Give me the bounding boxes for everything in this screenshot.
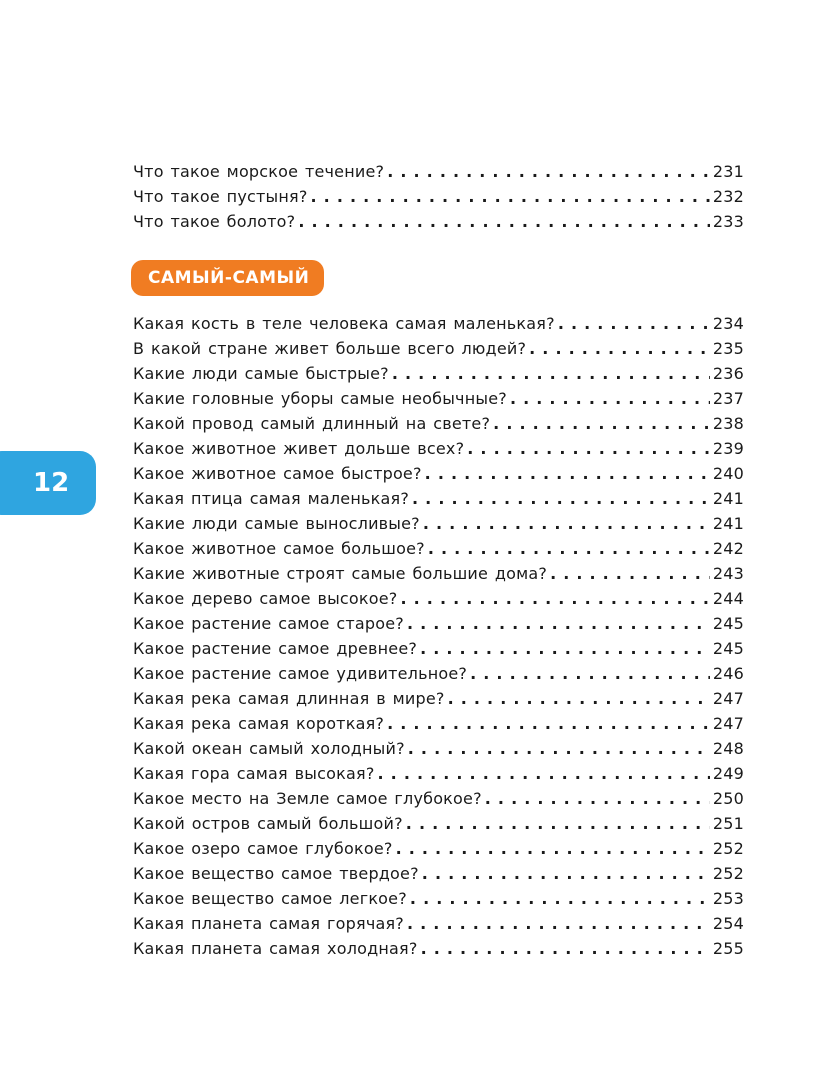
toc-entry[interactable]	[133, 486, 744, 511]
toc-entry-page: 245	[712, 639, 744, 658]
toc-entry-page: 247	[712, 689, 744, 708]
section-heading-badge: САМЫЙ-САМЫЙ	[131, 260, 324, 296]
toc-leader-dots	[420, 636, 710, 661]
toc-leader-dots	[485, 786, 710, 811]
toc-entry-page: 253	[712, 889, 744, 908]
toc-leader-dots	[387, 711, 710, 736]
toc-entry[interactable]	[133, 886, 744, 911]
toc-entry-title: Какая планета самая горячая?	[133, 914, 404, 933]
toc-entry-page: 241	[712, 514, 744, 533]
toc-leader-dots	[396, 836, 710, 861]
toc-entry[interactable]	[133, 336, 744, 361]
toc-leader-dots	[529, 336, 710, 361]
toc-leader-dots	[423, 511, 710, 536]
toc-entry-page: 235	[712, 339, 744, 358]
toc-entry[interactable]	[133, 436, 744, 461]
toc-entry-page: 252	[712, 839, 744, 858]
toc-entry[interactable]	[133, 361, 744, 386]
toc-entry-title: Какая река самая короткая?	[133, 714, 385, 733]
toc-entry-title: Какое животное самое большое?	[133, 539, 425, 558]
toc-leader-dots	[407, 911, 710, 936]
toc-entry-page: 233	[712, 212, 744, 231]
toc-leader-dots	[401, 586, 710, 611]
toc-entry-title: В какой стране живет больше всего людей?	[133, 339, 527, 358]
toc-entry[interactable]	[133, 159, 744, 184]
toc-entry-page: 255	[712, 939, 744, 958]
toc-entry-title: Какое дерево самое высокое?	[133, 589, 398, 608]
toc-leader-dots	[378, 761, 710, 786]
toc-leader-dots	[408, 736, 710, 761]
toc-entry-page: 231	[712, 162, 744, 181]
toc-entry-page: 240	[712, 464, 744, 483]
toc-entry-page: 238	[712, 414, 744, 433]
toc-entry-page: 243	[712, 564, 744, 583]
toc-entry-title: Какое озеро самое глубокое?	[133, 839, 393, 858]
toc-leader-dots	[425, 461, 710, 486]
toc-entry-title: Какое место на Земле самое глубокое?	[133, 789, 482, 808]
toc-leader-dots	[493, 411, 710, 436]
toc-leader-dots	[470, 661, 710, 686]
toc-entry-title: Какие люди самые выносливые?	[133, 514, 420, 533]
toc-entry-title: Что такое морское течение?	[133, 162, 385, 181]
toc-entry-title: Какие головные уборы самые необычные?	[133, 389, 507, 408]
toc-entry-page: 237	[712, 389, 744, 408]
toc-entry-title: Какое вещество самое легкое?	[133, 889, 407, 908]
toc-entry-title: Какая река самая длинная в мире?	[133, 689, 445, 708]
toc-entry-page: 250	[712, 789, 744, 808]
toc-entry-page: 244	[712, 589, 744, 608]
toc-leader-dots	[412, 486, 710, 511]
toc-entry-page: 247	[712, 714, 744, 733]
toc-entry[interactable]	[133, 686, 744, 711]
toc-leader-dots	[550, 561, 710, 586]
toc-leader-dots	[428, 536, 710, 561]
toc-entry-page: 248	[712, 739, 744, 758]
toc-entry-page: 236	[712, 364, 744, 383]
toc-entry-title: Какая кость в теле человека самая маленькая?	[133, 314, 555, 333]
toc-leader-dots	[392, 361, 710, 386]
toc-top-list	[133, 159, 744, 234]
toc-entry[interactable]	[133, 611, 744, 636]
toc-leader-dots	[467, 436, 710, 461]
toc-entry[interactable]	[133, 461, 744, 486]
toc-entry-page: 252	[712, 864, 744, 883]
toc-entry-page: 245	[712, 614, 744, 633]
toc-entry-title: Какая планета самая холодная?	[133, 939, 418, 958]
toc-entry-page: 246	[712, 664, 744, 683]
toc-entry[interactable]	[133, 911, 744, 936]
toc-leader-dots	[406, 811, 710, 836]
toc-entry[interactable]	[133, 209, 744, 234]
toc-entry-page: 251	[712, 814, 744, 833]
toc-entry[interactable]	[133, 536, 744, 561]
toc-entry[interactable]	[133, 786, 744, 811]
toc-entry[interactable]	[133, 511, 744, 536]
toc-entry[interactable]	[133, 386, 744, 411]
toc-entry-title: Какой океан самый холодный?	[133, 739, 405, 758]
toc-entry-page: 234	[712, 314, 744, 333]
toc-leader-dots	[311, 184, 710, 209]
toc-entry-title: Какие люди самые быстрые?	[133, 364, 389, 383]
toc-entry[interactable]	[133, 711, 744, 736]
toc-entry[interactable]	[133, 636, 744, 661]
toc-entry-title: Какое животное живет дольше всех?	[133, 439, 465, 458]
toc-entry[interactable]	[133, 586, 744, 611]
toc-leader-dots	[410, 886, 710, 911]
toc-entry-title: Какое растение самое древнее?	[133, 639, 418, 658]
toc-entry-title: Какой провод самый длинный на свете?	[133, 414, 491, 433]
toc-leader-dots	[298, 209, 710, 234]
toc-entry[interactable]	[133, 661, 744, 686]
toc-entry-title: Что такое болото?	[133, 212, 296, 231]
toc-leader-dots	[510, 386, 710, 411]
toc-entry-title: Какая птица самая маленькая?	[133, 489, 410, 508]
toc-entry-page: 249	[712, 764, 744, 783]
toc-main-list	[133, 311, 744, 961]
toc-leader-dots	[421, 936, 710, 961]
toc-entry-page: 241	[712, 489, 744, 508]
toc-entry-page: 239	[712, 439, 744, 458]
toc-entry-title: Какое растение самое удивительное?	[133, 664, 468, 683]
toc-entry[interactable]	[133, 861, 744, 886]
toc-leader-dots	[422, 861, 710, 886]
page-number-tab: 12	[0, 451, 96, 515]
toc-entry[interactable]	[133, 936, 744, 961]
toc-entry-title: Какой остров самый большой?	[133, 814, 403, 833]
toc-leader-dots	[387, 159, 710, 184]
toc-entry-page: 232	[712, 187, 744, 206]
toc-entry[interactable]	[133, 411, 744, 436]
toc-entry[interactable]	[133, 184, 744, 209]
toc-entry[interactable]	[133, 761, 744, 786]
toc-entry-title: Какое растение самое старое?	[133, 614, 404, 633]
toc-entry-title: Какая гора самая высокая?	[133, 764, 375, 783]
toc-entry-title: Что такое пустыня?	[133, 187, 308, 206]
toc-entry-title: Какие животные строят самые большие дома?	[133, 564, 548, 583]
toc-entry[interactable]	[133, 836, 744, 861]
toc-entry[interactable]	[133, 561, 744, 586]
toc-entry[interactable]	[133, 311, 744, 336]
toc-entry-title: Какое животное самое быстрое?	[133, 464, 422, 483]
toc-entry-title: Какое вещество самое твердое?	[133, 864, 419, 883]
toc-entry[interactable]	[133, 736, 744, 761]
toc-leader-dots	[448, 686, 710, 711]
toc-entry[interactable]	[133, 811, 744, 836]
toc-entry-page: 242	[712, 539, 744, 558]
toc-leader-dots	[558, 311, 710, 336]
toc-entry-page: 254	[712, 914, 744, 933]
toc-leader-dots	[407, 611, 710, 636]
